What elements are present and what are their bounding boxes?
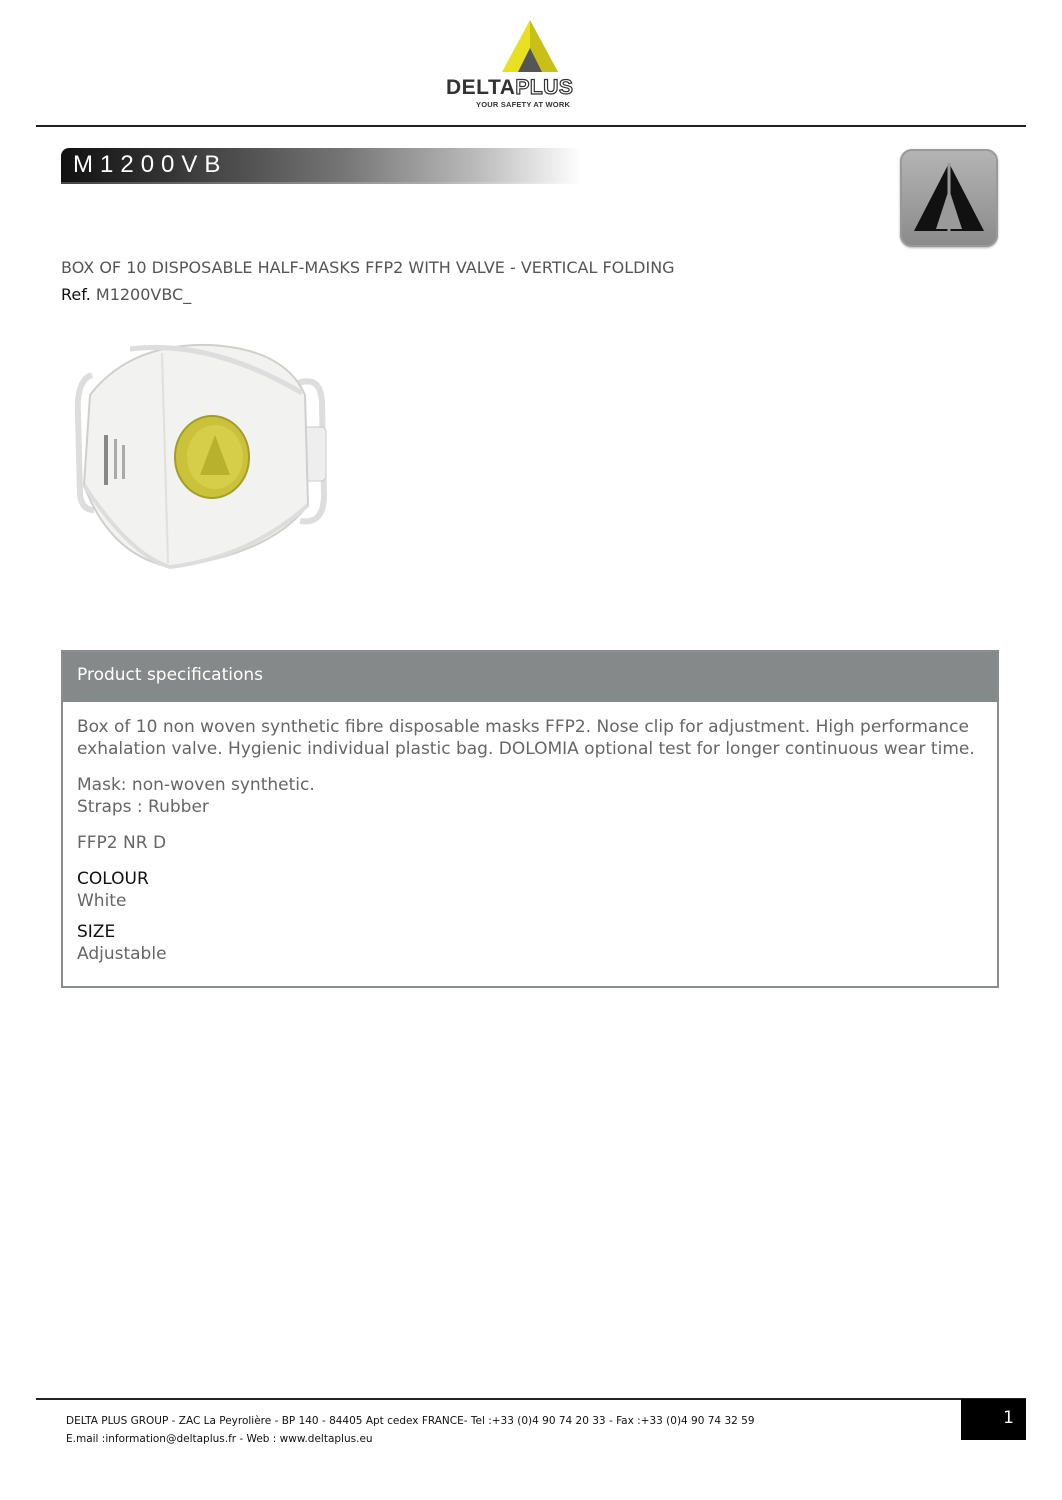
brand-main: DELTA [446,76,516,99]
mask-illustration [70,335,335,575]
page-title: M1200VB [73,151,228,178]
specifications-header [63,652,997,702]
header-rule [36,125,1026,127]
respiratory-category-icon [900,149,998,247]
footer-contact [66,1412,755,1448]
ref-value: M1200VBC_ [95,285,192,304]
spec-material-line1: Mask: non-woven synthetic. [77,775,315,795]
footer-address: DELTA PLUS GROUP - ZAC La Peyrolière - BP 140 - 84405 Apt cedex FRANCE- Tel :+33 (0)4 90 74 20 33 - Fax :+33 (0)4 90 74 32 59 [66,1415,755,1427]
page-number: 1 [1003,1408,1014,1428]
deltaplus-logo [440,18,622,108]
category-icon [900,149,998,247]
product-description: BOX OF 10 DISPOSABLE HALF-MASKS FFP2 WITH VALVE - VERTICAL FOLDING [61,258,675,277]
brand-accent: PLUS [515,76,574,99]
page-number-box [961,1399,1026,1440]
title-band [61,148,581,182]
spec-standard: FFP2 NR D [77,833,167,853]
colour-value: White [77,891,127,911]
spec-paragraph-line2: exhalation valve. Hygienic individual plastic bag. DOLOMIA optional test for longer continuous wear time. [77,739,975,759]
product-image [70,335,335,575]
spec-material-line2: Straps : Rubber [77,797,209,817]
reference-line [61,285,191,304]
product-specifications-panel [61,650,999,988]
ref-label: Ref. [61,285,91,304]
brand-name [446,76,573,100]
brand-tagline: YOUR SAFETY AT WORK [476,100,571,109]
delta-triangle-icon [440,18,622,78]
colour-label: COLOUR [77,869,149,889]
specifications-title: Product specifications [77,665,264,685]
footer-rule [36,1398,1026,1400]
size-label: SIZE [77,922,116,942]
footer-email-web: E.mail :information@deltaplus.fr - Web : www.deltaplus.eu [66,1433,373,1445]
title-underline [61,182,581,184]
size-value: Adjustable [77,944,167,964]
spec-paragraph-line1: Box of 10 non woven synthetic fibre disposable masks FFP2. Nose clip for adjustment. High performance [77,717,969,737]
